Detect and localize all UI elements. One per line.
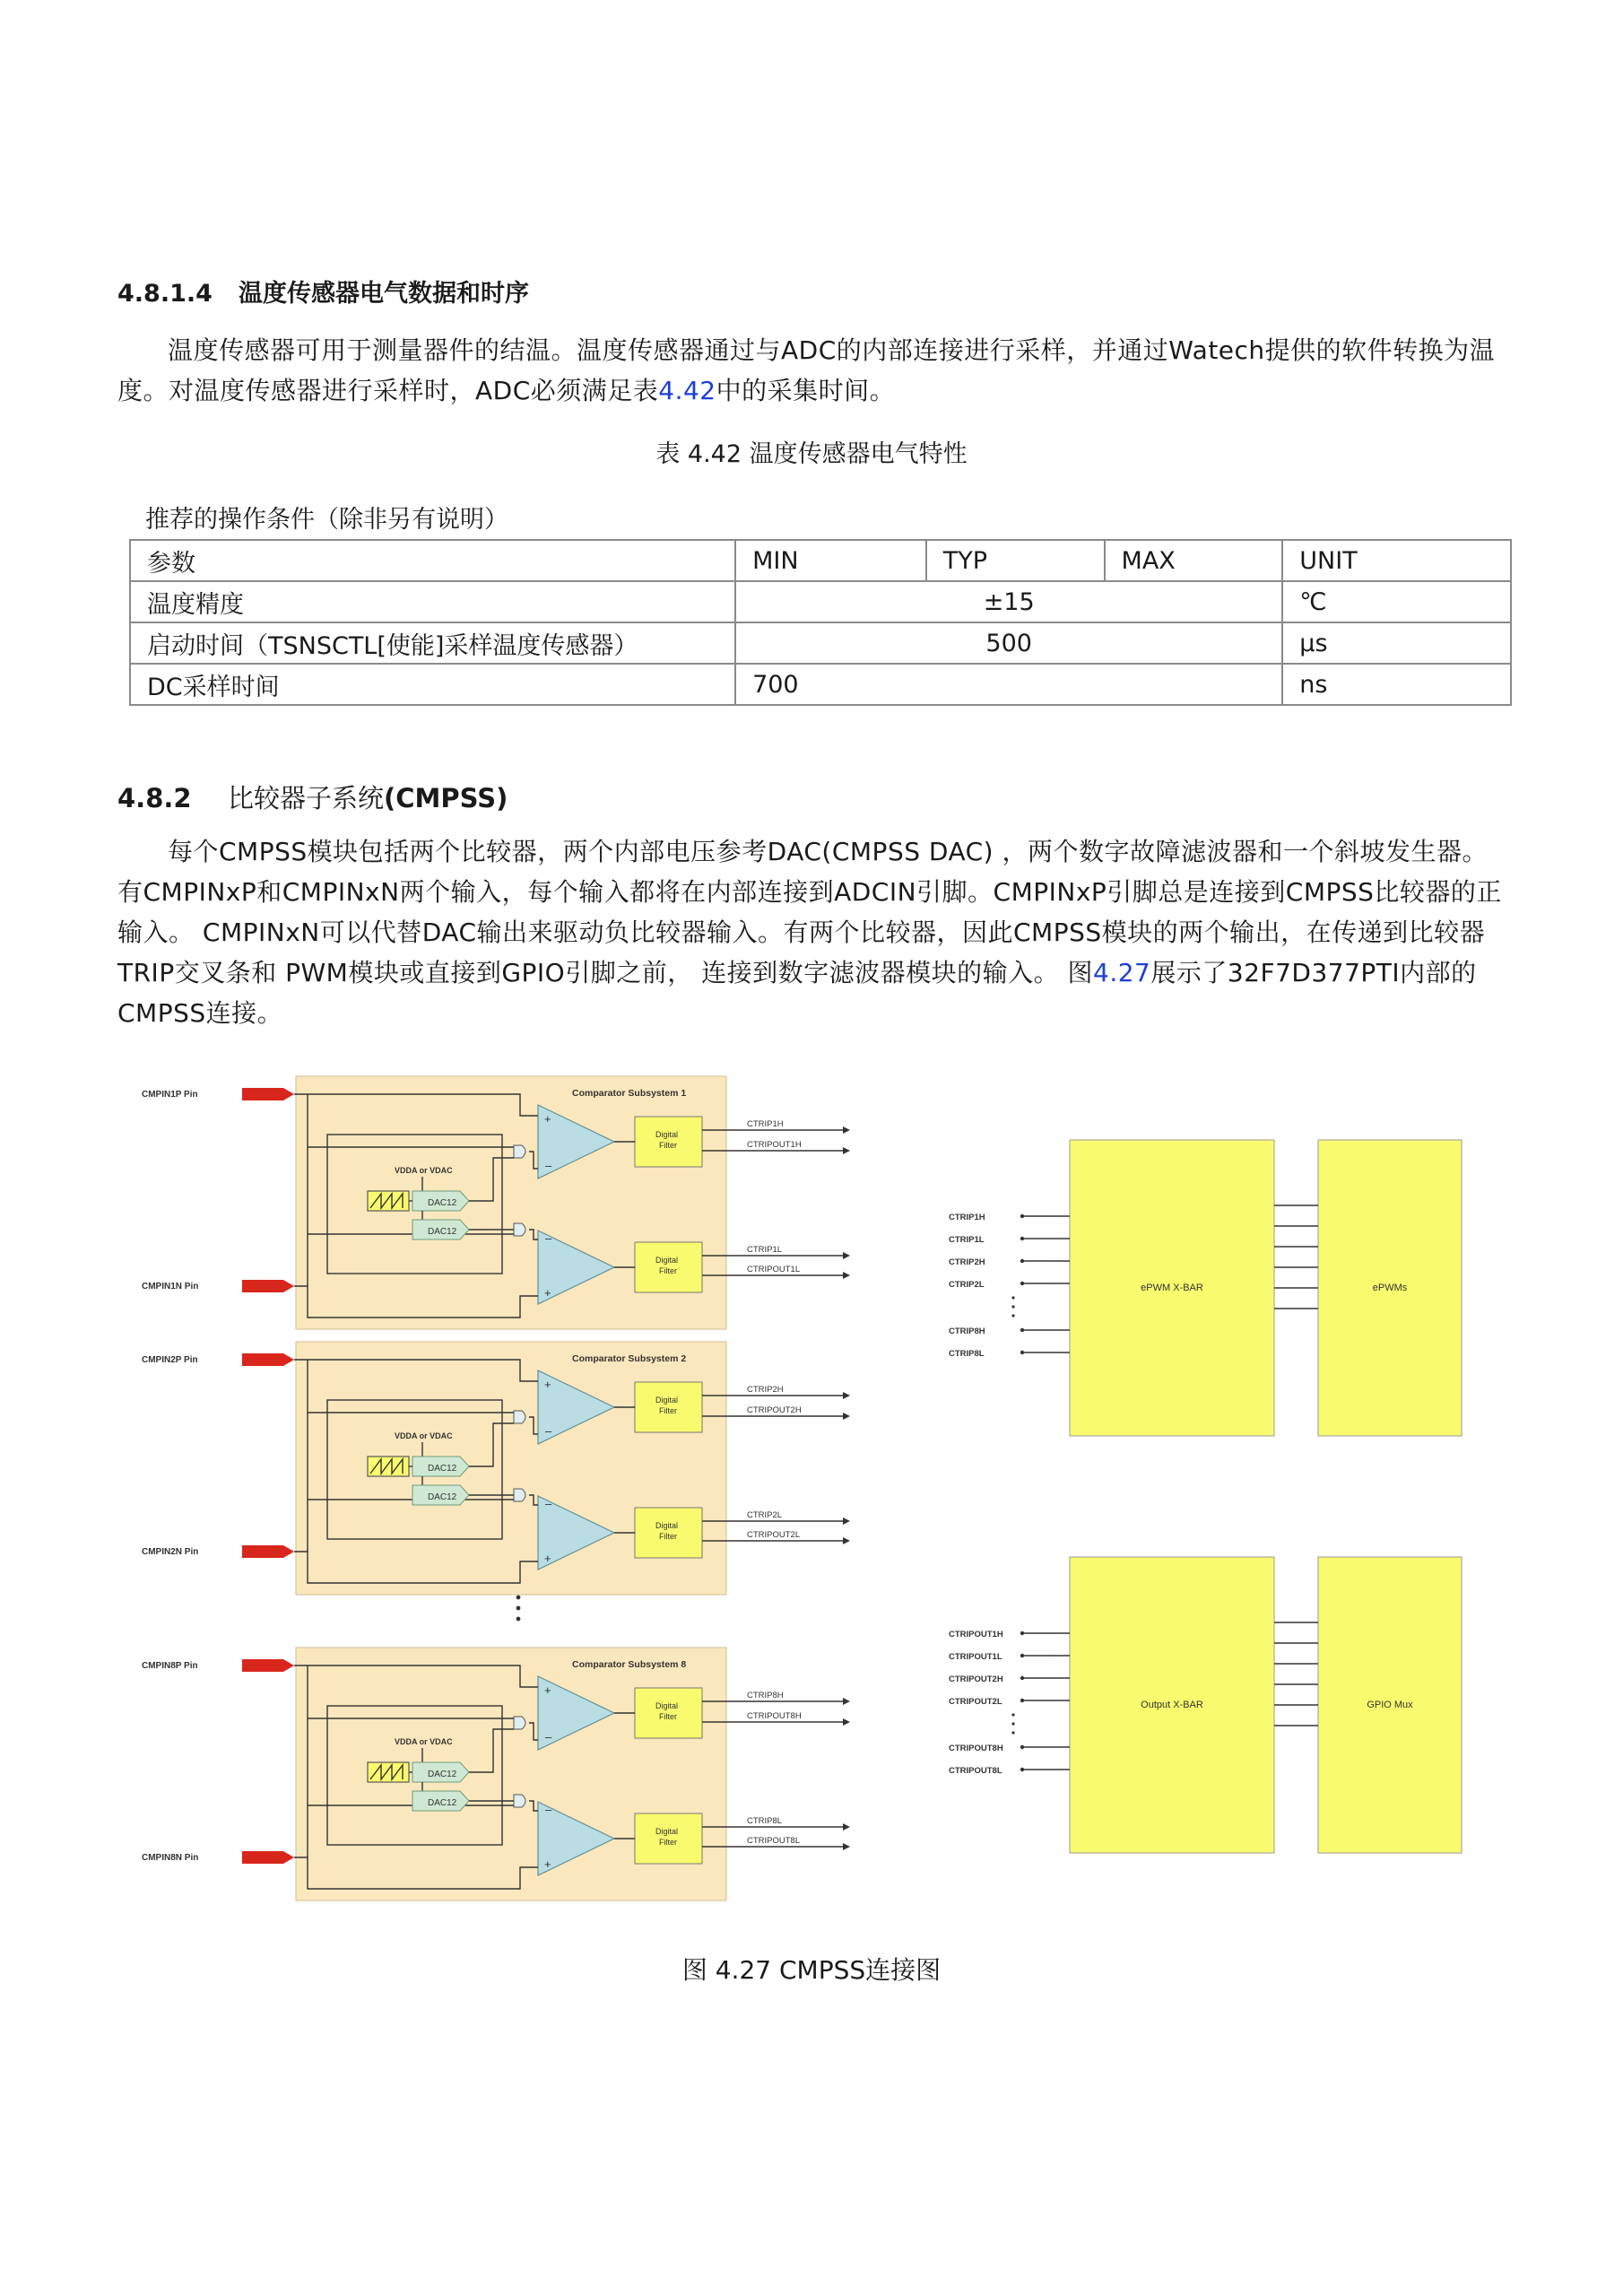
xbar-input-label: CTRIPOUT2L xyxy=(949,1697,1002,1707)
filter-label: Filter xyxy=(659,1266,677,1275)
plus-sign: + xyxy=(544,1112,551,1126)
mux-low xyxy=(514,1795,525,1807)
ctrip-h-label: CTRIP8H xyxy=(747,1691,784,1700)
epwm-xbar-label: ePWM X-BAR xyxy=(1141,1283,1203,1293)
filter-label: Digital xyxy=(655,1396,679,1405)
ellipsis-dot xyxy=(1011,1722,1014,1725)
plus-sign: + xyxy=(544,1683,551,1697)
arrow-head xyxy=(843,1252,850,1259)
filter-label: Filter xyxy=(659,1532,677,1541)
arrow-head xyxy=(843,1392,850,1399)
minus-sign: – xyxy=(545,1159,552,1172)
xbar-input-label: CTRIP8H xyxy=(949,1326,985,1336)
xbar-input-label: CTRIP1L xyxy=(949,1235,985,1245)
arrow-head xyxy=(843,1147,850,1154)
dac-label: DAC12 xyxy=(428,1464,457,1474)
output-xbar-label: Output X-BAR xyxy=(1141,1700,1203,1710)
vdda-label: VDDA or VDAC xyxy=(395,1166,453,1175)
vdda-label: VDDA or VDAC xyxy=(395,1431,453,1440)
param-cell: 温度精度 xyxy=(130,581,735,622)
header-min: MIN xyxy=(735,540,926,581)
input-dot xyxy=(1020,1699,1024,1702)
table-ref-link[interactable]: 4.42 xyxy=(658,376,716,405)
section-title: 比较器子系统 xyxy=(228,783,385,813)
input-dot xyxy=(1020,1654,1024,1657)
section-number: 4.8.2 xyxy=(117,783,192,813)
temp-sensor-paragraph: 温度传感器可用于测量器件的结温。温度传感器通过与ADC的内部连接进行采样，并通过Watech提供的软件转换为温度。对温度传感器进行采样时，ADC必须满足表4.42中的采集时间。 xyxy=(117,335,1496,405)
table-row xyxy=(130,622,1511,664)
input-dot xyxy=(1020,1768,1024,1771)
minus-sign: – xyxy=(545,1803,552,1816)
unit-cell: μs xyxy=(1282,622,1511,664)
figure-ref-link[interactable]: 4.27 xyxy=(1093,958,1151,987)
input-dot xyxy=(1020,1259,1024,1263)
input-dot xyxy=(1020,1676,1024,1680)
pin-n-arrow xyxy=(242,1545,294,1558)
xbar-input-label: CTRIP1H xyxy=(949,1213,985,1222)
ctripout-l-label: CTRIPOUT2L xyxy=(747,1530,801,1540)
subsystem-title: Comparator Subsystem 8 xyxy=(572,1659,687,1670)
arrow-head xyxy=(843,1272,850,1279)
dac-label: DAC12 xyxy=(428,1227,457,1237)
subsystem-title: Comparator Subsystem 2 xyxy=(572,1353,687,1364)
filter-label: Digital xyxy=(655,1827,679,1836)
temp-sensor-spec-table xyxy=(129,539,1512,706)
minus-sign: – xyxy=(545,1497,552,1510)
figure-caption: 图 4.27 CMPSS连接图 xyxy=(681,1955,942,1985)
unit-cell: ns xyxy=(1282,664,1511,705)
comparator-subsystem xyxy=(142,1076,850,1329)
dac-label: DAC12 xyxy=(428,1492,457,1502)
ramp-generator-icon xyxy=(368,1191,409,1211)
pin-n-label: CMPIN1N Pin xyxy=(142,1282,199,1292)
xbar-input-label: CTRIP8L xyxy=(949,1349,985,1359)
epwm-xbar-group xyxy=(949,1140,1462,1436)
filter-label: Digital xyxy=(655,1701,679,1710)
ctrip-l-label: CTRIP1L xyxy=(747,1245,783,1255)
mux-high xyxy=(514,1411,525,1423)
value-cell: 700 xyxy=(735,664,1282,705)
plus-sign: + xyxy=(544,1552,551,1565)
table-header-row xyxy=(130,540,1511,581)
ctripout-l-label: CTRIPOUT1L xyxy=(747,1265,801,1274)
arrow-head xyxy=(843,1518,850,1525)
table-row xyxy=(130,664,1511,705)
header-max: MAX xyxy=(1105,540,1283,581)
ellipsis-dot xyxy=(1011,1713,1014,1716)
xbar-input-label: CTRIPOUT8H xyxy=(949,1744,1003,1753)
gpio-mux-block-label: GPIO Mux xyxy=(1367,1700,1413,1710)
param-cell: DC采样时间 xyxy=(130,664,735,705)
input-dot xyxy=(1020,1631,1024,1635)
ctrip-h-label: CTRIP1H xyxy=(747,1119,784,1129)
arrow-head xyxy=(843,1698,850,1705)
ramp-generator-icon xyxy=(368,1762,409,1782)
vdda-label: VDDA or VDAC xyxy=(395,1737,453,1746)
filter-label: Digital xyxy=(655,1521,679,1530)
filter-label: Digital xyxy=(655,1256,679,1265)
xbar-input-label: CTRIPOUT1L xyxy=(949,1652,1002,1662)
pin-p-arrow xyxy=(242,1659,294,1672)
filter-label: Filter xyxy=(659,1406,677,1415)
header-param: 参数 xyxy=(130,540,735,581)
input-dot xyxy=(1020,1214,1024,1218)
output-xbar-group xyxy=(949,1557,1462,1853)
pin-p-label: CMPIN2P Pin xyxy=(142,1355,198,1365)
cmpss-connection-diagram xyxy=(108,1058,1506,1919)
section-heading-482 xyxy=(117,778,508,815)
ellipsis-dot xyxy=(516,1617,521,1622)
section-title: 温度传感器电气数据和时序 xyxy=(239,280,529,308)
arrow-head xyxy=(843,1126,850,1134)
ellipsis-dot xyxy=(516,1606,521,1611)
arrow-head xyxy=(843,1823,850,1831)
ellipsis-dot xyxy=(1011,1731,1014,1734)
xbar-input-label: CTRIPOUT2H xyxy=(949,1674,1003,1684)
input-dot xyxy=(1020,1282,1024,1285)
pin-p-label: CMPIN8P Pin xyxy=(142,1661,198,1671)
minus-sign: – xyxy=(545,1231,552,1245)
ctrip-h-label: CTRIP2H xyxy=(747,1385,784,1395)
arrow-head xyxy=(843,1413,850,1420)
ctripout-h-label: CTRIPOUT2H xyxy=(747,1405,802,1415)
section-heading-4814 xyxy=(117,274,529,309)
param-cell: 启动时间（TSNSCTL[使能]采样温度传感器） xyxy=(130,622,735,664)
mux-low xyxy=(514,1223,525,1236)
filter-label: Digital xyxy=(655,1130,679,1139)
comparator-subsystem xyxy=(142,1342,850,1595)
epwms-block-label: ePWMs xyxy=(1372,1283,1408,1293)
unit-cell: ℃ xyxy=(1282,581,1511,622)
input-dot xyxy=(1020,1745,1024,1749)
xbar-input-label: CTRIPOUT8L xyxy=(949,1766,1002,1776)
dac-label: DAC12 xyxy=(428,1198,457,1208)
plus-sign: + xyxy=(544,1857,551,1871)
ctrip-l-label: CTRIP8L xyxy=(747,1816,783,1826)
section-number: 4.8.1.4 xyxy=(117,280,213,308)
table-note: 推荐的操作条件（除非另有说明） xyxy=(145,506,508,534)
xbar-input-label: CTRIPOUT1H xyxy=(949,1630,1003,1639)
mux-high xyxy=(514,1717,525,1729)
xbar-input-label: CTRIP2H xyxy=(949,1257,985,1267)
ctripout-h-label: CTRIPOUT8H xyxy=(747,1711,802,1721)
pin-n-label: CMPIN2N Pin xyxy=(142,1547,199,1557)
value-cell: 500 xyxy=(735,622,1282,664)
minus-sign: – xyxy=(545,1424,552,1438)
plus-sign: + xyxy=(544,1378,551,1391)
pin-n-arrow xyxy=(242,1280,294,1292)
minus-sign: – xyxy=(545,1730,552,1744)
input-dot xyxy=(1020,1351,1024,1354)
plus-sign: + xyxy=(544,1286,551,1300)
filter-label: Filter xyxy=(659,1712,677,1721)
dac-label: DAC12 xyxy=(428,1770,457,1779)
arrow-head xyxy=(843,1718,850,1726)
ellipsis-dot xyxy=(1011,1314,1014,1317)
input-dot xyxy=(1020,1237,1024,1240)
header-typ: TYP xyxy=(926,540,1105,581)
ctrip-l-label: CTRIP2L xyxy=(747,1510,783,1520)
pin-n-label: CMPIN8N Pin xyxy=(142,1853,199,1863)
xbar-input-label: CTRIP2L xyxy=(949,1280,985,1290)
cmpss-paragraph: 每个CMPSS模块包括两个比较器，两个内部电压参考DAC(CMPSS DAC) ，两个数字故障滤波器和一个斜坡发生器。有CMPINxP和CMPINxN两个输入，每个输入都将在内部连接到ADCIN引脚。CMPINxP引脚总是连接到CMPSS比较器的正输入。 CMPINxN可以代替DAC输出来驱动负比较器输入。有两个比较器，因此CMPSS模块的两个输出，在传递到比较器TRIP交叉条和 PWM模块或直接到GPIO引脚之前， 连接到数字滤波器模块的输入。 图4.27展示了32F7D377PTI内部的CMPSS连接。 xyxy=(117,837,1502,1028)
value-cell: ±15 xyxy=(735,581,1282,622)
ellipsis-dot xyxy=(516,1596,521,1600)
ellipsis-dot xyxy=(1011,1296,1014,1299)
dac-label: DAC12 xyxy=(428,1798,457,1808)
section-title-en: (CMPSS) xyxy=(384,783,508,813)
filter-label: Filter xyxy=(659,1141,677,1150)
input-dot xyxy=(1020,1328,1024,1332)
comparator-subsystem xyxy=(142,1648,850,1900)
pin-p-arrow xyxy=(242,1353,294,1366)
table-row xyxy=(130,581,1511,622)
header-unit: UNIT xyxy=(1282,540,1511,581)
ellipsis-dot xyxy=(1011,1305,1014,1308)
pin-p-label: CMPIN1P Pin xyxy=(142,1090,198,1100)
ramp-generator-icon xyxy=(368,1457,409,1476)
subsystem-title: Comparator Subsystem 1 xyxy=(572,1088,687,1099)
mux-low xyxy=(514,1489,525,1501)
filter-label: Filter xyxy=(659,1838,677,1847)
arrow-head xyxy=(843,1843,850,1850)
pin-p-arrow xyxy=(242,1088,294,1100)
ctripout-l-label: CTRIPOUT8L xyxy=(747,1836,801,1846)
table-caption: 表 4.42 温度传感器电气特性 xyxy=(655,440,968,468)
arrow-head xyxy=(843,1537,850,1544)
mux-high xyxy=(514,1145,525,1158)
pin-n-arrow xyxy=(242,1851,294,1864)
ctripout-h-label: CTRIPOUT1H xyxy=(747,1140,802,1150)
